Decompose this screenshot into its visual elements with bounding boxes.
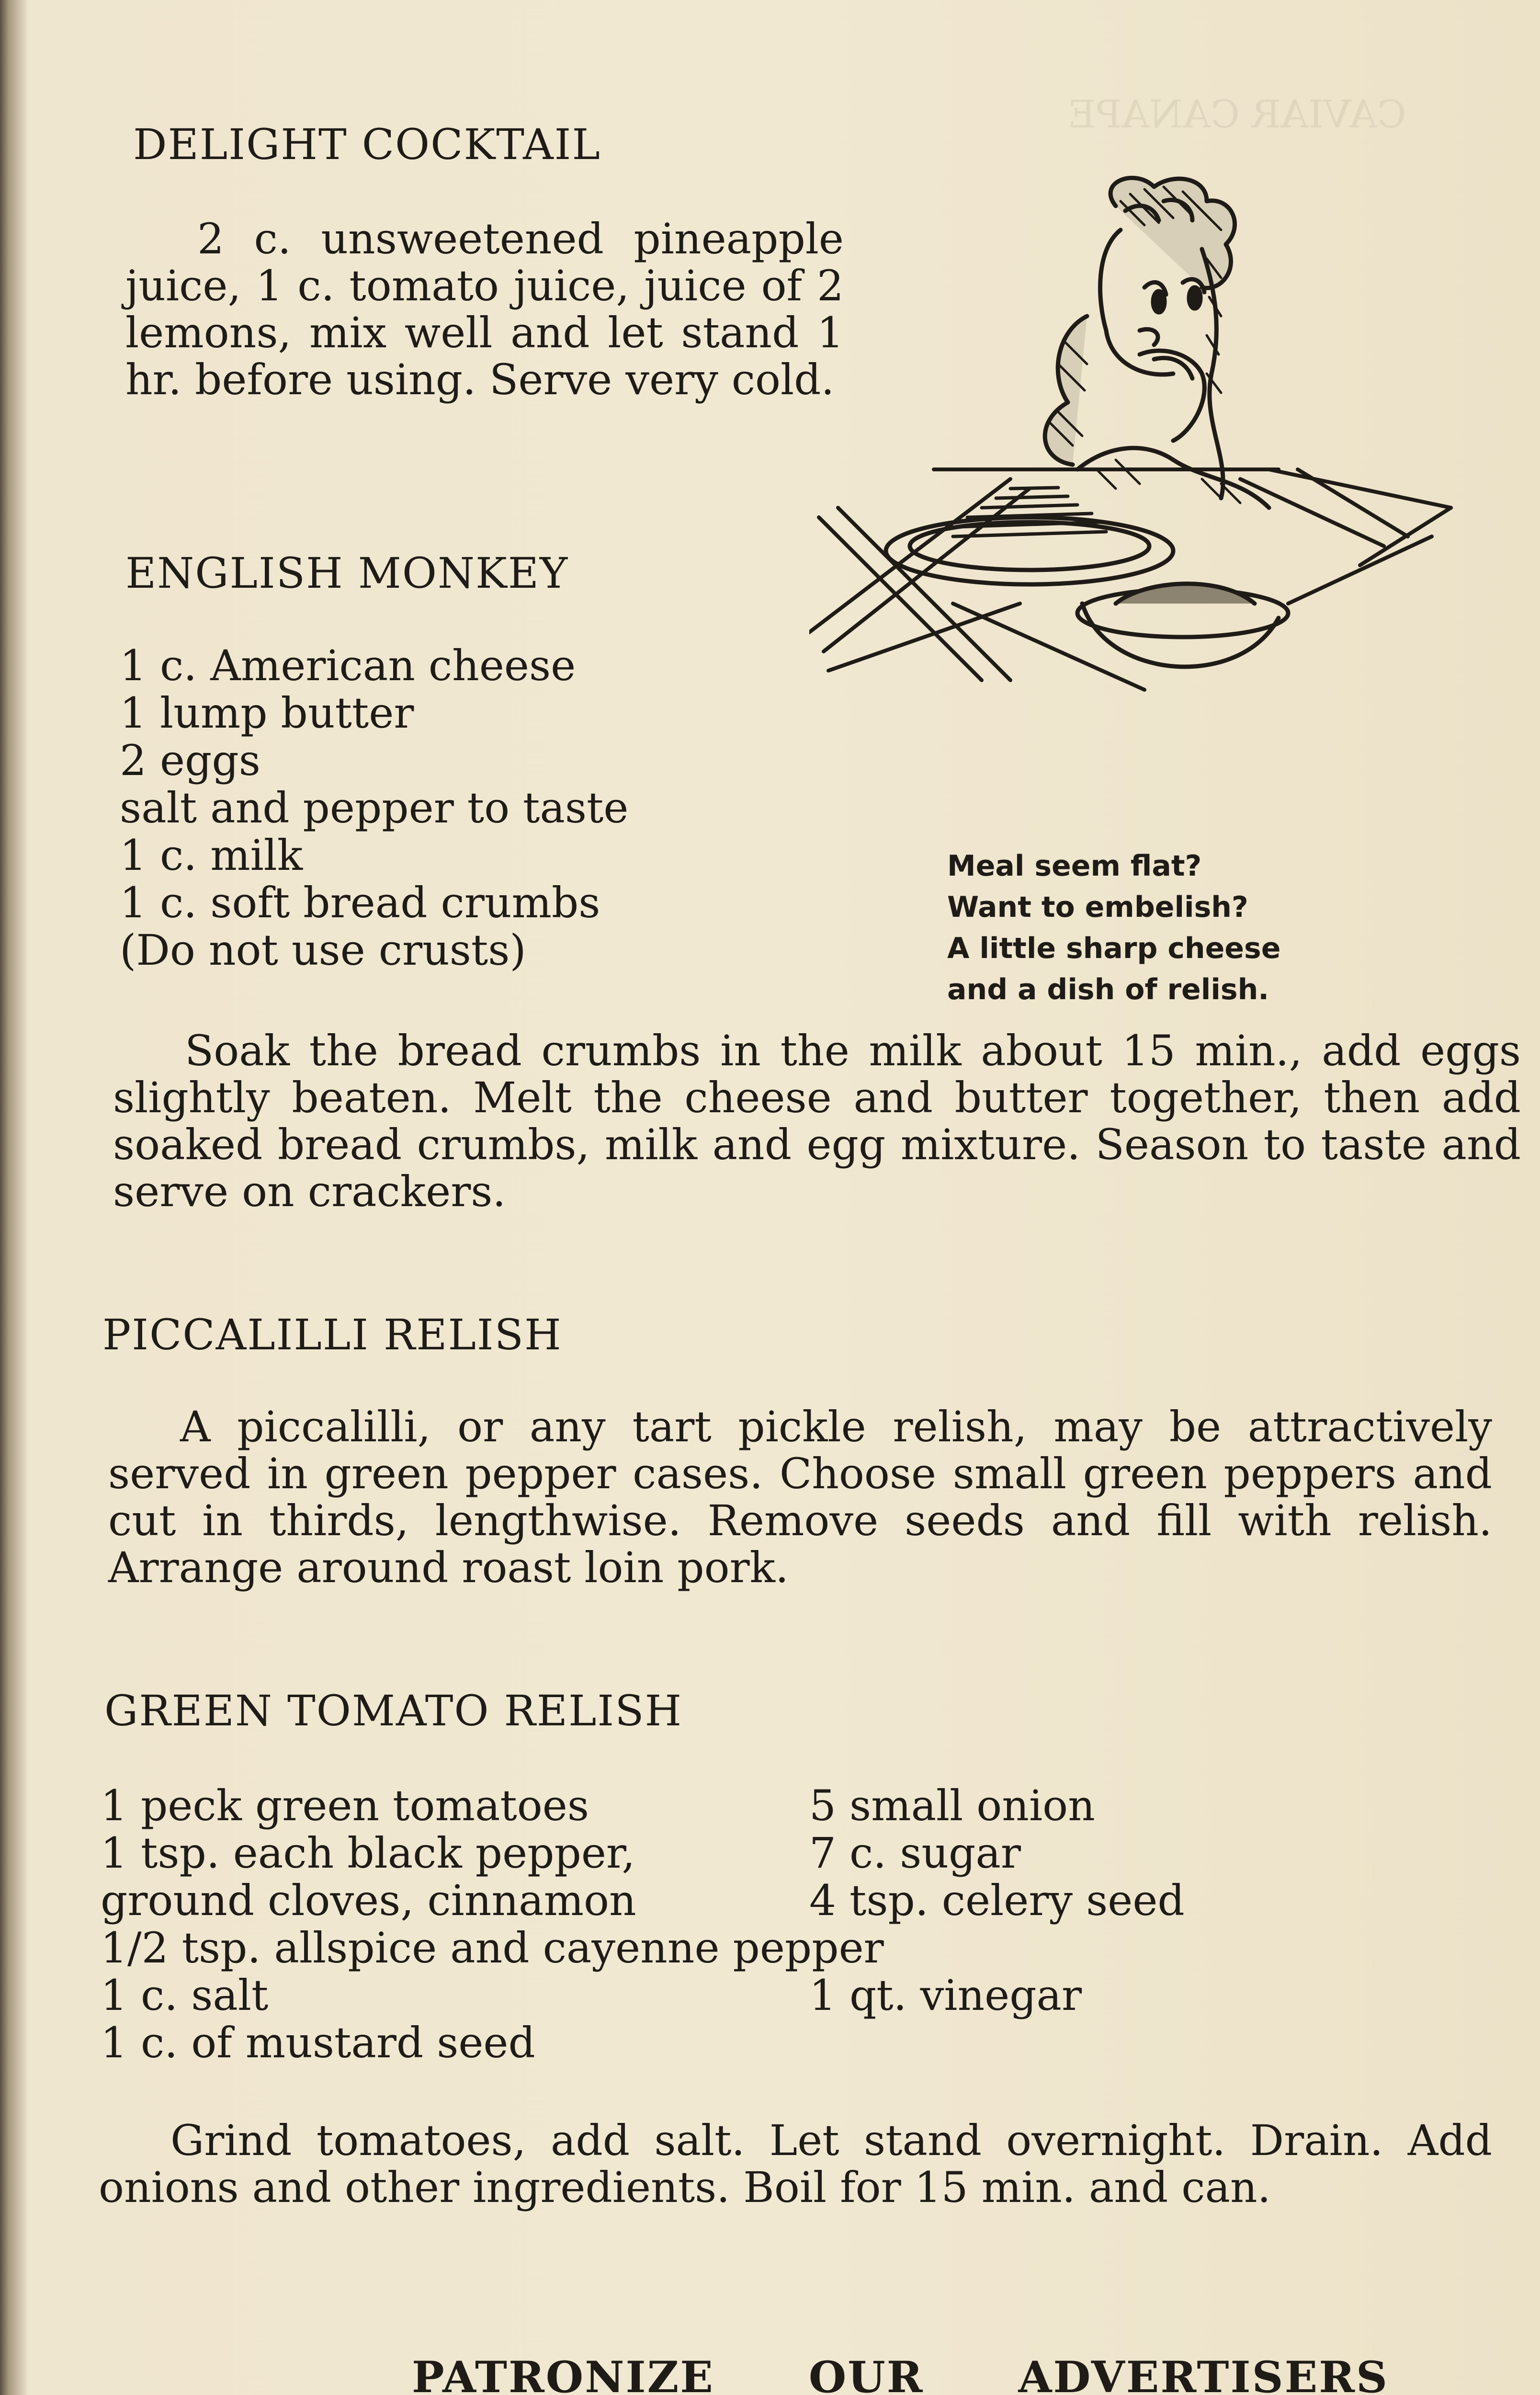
ingredient-item: 1 qt. vinegar xyxy=(809,1971,1082,2020)
ingredient-item: 1 c. American cheese xyxy=(120,641,576,690)
woman-eating-crackers-illustration xyxy=(809,172,1461,747)
recipe-directions-english-monkey: Soak the bread crumbs in the milk about 15 min., add eggs slightly beaten. Melt the cheese and butter together, then add soaked bread crumbs, milk and egg mixture. Season to taste and serve on crackers. xyxy=(113,1026,1521,1216)
ingredient-list-green-tomato-left xyxy=(101,1782,884,2066)
show-through-text: CAVIAR CANAPE xyxy=(1068,92,1406,137)
ingredient-item: 5 small onion xyxy=(809,1781,1095,1830)
recipe-directions-green-tomato-relish: Grind tomatoes, add salt. Let stand overnight. Drain. Add onions and other ingredients. Boil for 15 min. and can. xyxy=(99,2116,1492,2212)
ingredient-item: 1 c. milk xyxy=(120,831,303,880)
ingredient-list-green-tomato-right xyxy=(809,1782,1185,2019)
ingredient-item: ground cloves, cinnamon xyxy=(101,1876,636,1925)
footer-slogan xyxy=(412,2352,1389,2395)
footer-word: PATRONIZE xyxy=(412,2352,714,2395)
caption-line: and a dish of relish. xyxy=(947,973,1269,1006)
caption-line: Want to embelish? xyxy=(947,890,1248,924)
ingredient-item: 1 peck green tomatoes xyxy=(101,1781,589,1830)
caption-line: A little sharp cheese xyxy=(947,932,1281,965)
ingredient-item: 7 c. sugar xyxy=(809,1828,1021,1878)
recipe-title-green-tomato-relish: GREEN TOMATO RELISH xyxy=(104,1686,683,1735)
ingredient-item: 1/2 tsp. allspice and cayenne pepper xyxy=(101,1923,884,1973)
ingredient-item: 1 c. salt xyxy=(101,1971,269,2020)
caption-line: Meal seem flat? xyxy=(947,849,1202,883)
recipe-body-piccalilli-relish: A piccalilli, or any tart pickle relish, may be attractively served in green pepper cases. Choose small green peppers and cut in thirds, lengthwise. Remove seeds and fill with relish. Arrange around roast loin pork. xyxy=(108,1402,1492,1592)
recipe-body-delight-cocktail: 2 c. unsweetened pineapple juice, 1 c. tomato juice, juice of 2 lemons, mix well and let stand 1 hr. before using. Serve very cold. xyxy=(125,214,844,404)
footer-word: OUR xyxy=(808,2352,924,2395)
ingredient-item: 4 tsp. celery seed xyxy=(809,1876,1185,1925)
ingredient-item: 1 c. soft bread crumbs xyxy=(120,878,600,927)
ingredient-list-english-monkey xyxy=(120,642,629,974)
recipe-title-piccalilli-relish: PICCALILLI RELISH xyxy=(102,1310,562,1359)
ingredient-item: (Do not use crusts) xyxy=(120,925,526,975)
ingredient-item: 1 tsp. each black pepper, xyxy=(101,1828,635,1878)
ingredient-item: 2 eggs xyxy=(120,736,260,785)
ingredient-item: 1 c. of mustard seed xyxy=(101,2018,535,2067)
illustration-caption xyxy=(947,845,1280,1010)
footer-word: ADVERTISERS xyxy=(1018,2352,1389,2395)
ingredient-item: 1 lump butter xyxy=(120,688,414,738)
recipe-title-english-monkey: ENGLISH MONKEY xyxy=(125,548,569,598)
ingredient-item: salt and pepper to taste xyxy=(120,783,629,833)
recipe-title-delight-cocktail: DELIGHT COCKTAIL xyxy=(133,120,601,169)
